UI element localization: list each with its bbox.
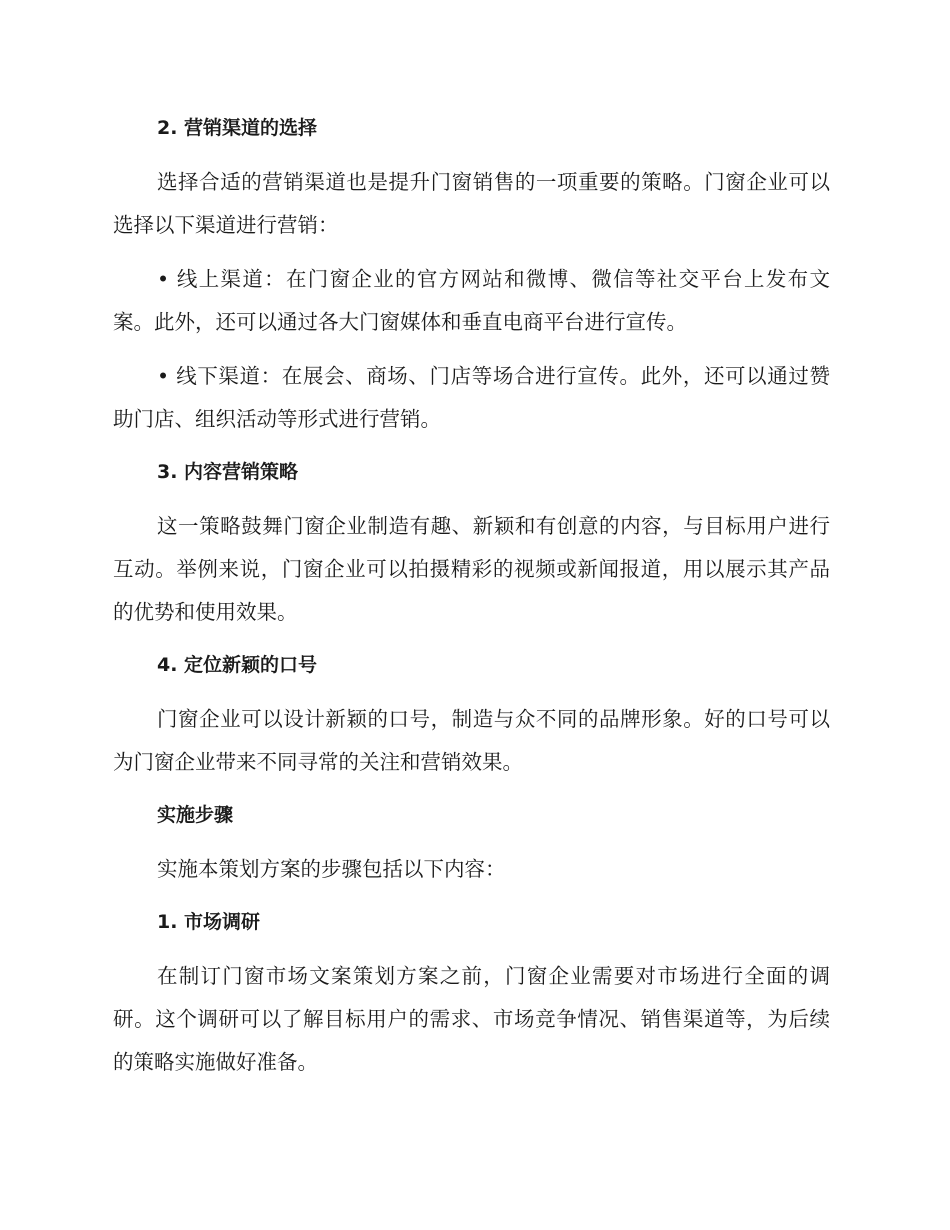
- section-heading-market-research: 1. 市场调研: [157, 911, 261, 933]
- paragraph-offline-channels: • 线下渠道：在展会、商场、门店等场合进行宣传。此外，还可以通过赞助门店、组织活动等形式进行营销。: [113, 364, 830, 431]
- paragraph-channels-intro: 选择合适的营销渠道也是提升门窗销售的一项重要的策略。门窗企业可以选择以下渠道进行营销：: [113, 170, 830, 237]
- paragraph-online-channels: • 线上渠道：在门窗企业的官方网站和微博、微信等社交平台上发布文案。此外，还可以通过各大门窗媒体和垂直电商平台进行宣传。: [113, 267, 830, 334]
- section-heading-marketing-channels: 2. 营销渠道的选择: [157, 117, 318, 139]
- paragraph-implementation-intro: 实施本策划方案的步骤包括以下内容：: [157, 857, 506, 881]
- paragraph-market-research: 在制订门窗市场文案策划方案之前，门窗企业需要对市场进行全面的调研。这个调研可以了解目标用户的需求、市场竞争情况、销售渠道等，为后续的策略实施做好准备。: [113, 964, 830, 1074]
- document-body: [113, 108, 830, 1084]
- section-heading-content-marketing: 3. 内容营销策略: [157, 461, 299, 483]
- section-heading-slogan: 4. 定位新颖的口号: [157, 654, 318, 676]
- paragraph-content-marketing: 这一策略鼓舞门窗企业制造有趣、新颖和有创意的内容，与目标用户进行互动。举例来说，门窗企业可以拍摄精彩的视频或新闻报道，用以展示其产品的优势和使用效果。: [113, 514, 830, 624]
- section-heading-implementation: 实施步骤: [157, 804, 234, 826]
- paragraph-slogan: 门窗企业可以设计新颖的口号，制造与众不同的品牌形象。好的口号可以为门窗企业带来不同寻常的关注和营销效果。: [113, 707, 830, 774]
